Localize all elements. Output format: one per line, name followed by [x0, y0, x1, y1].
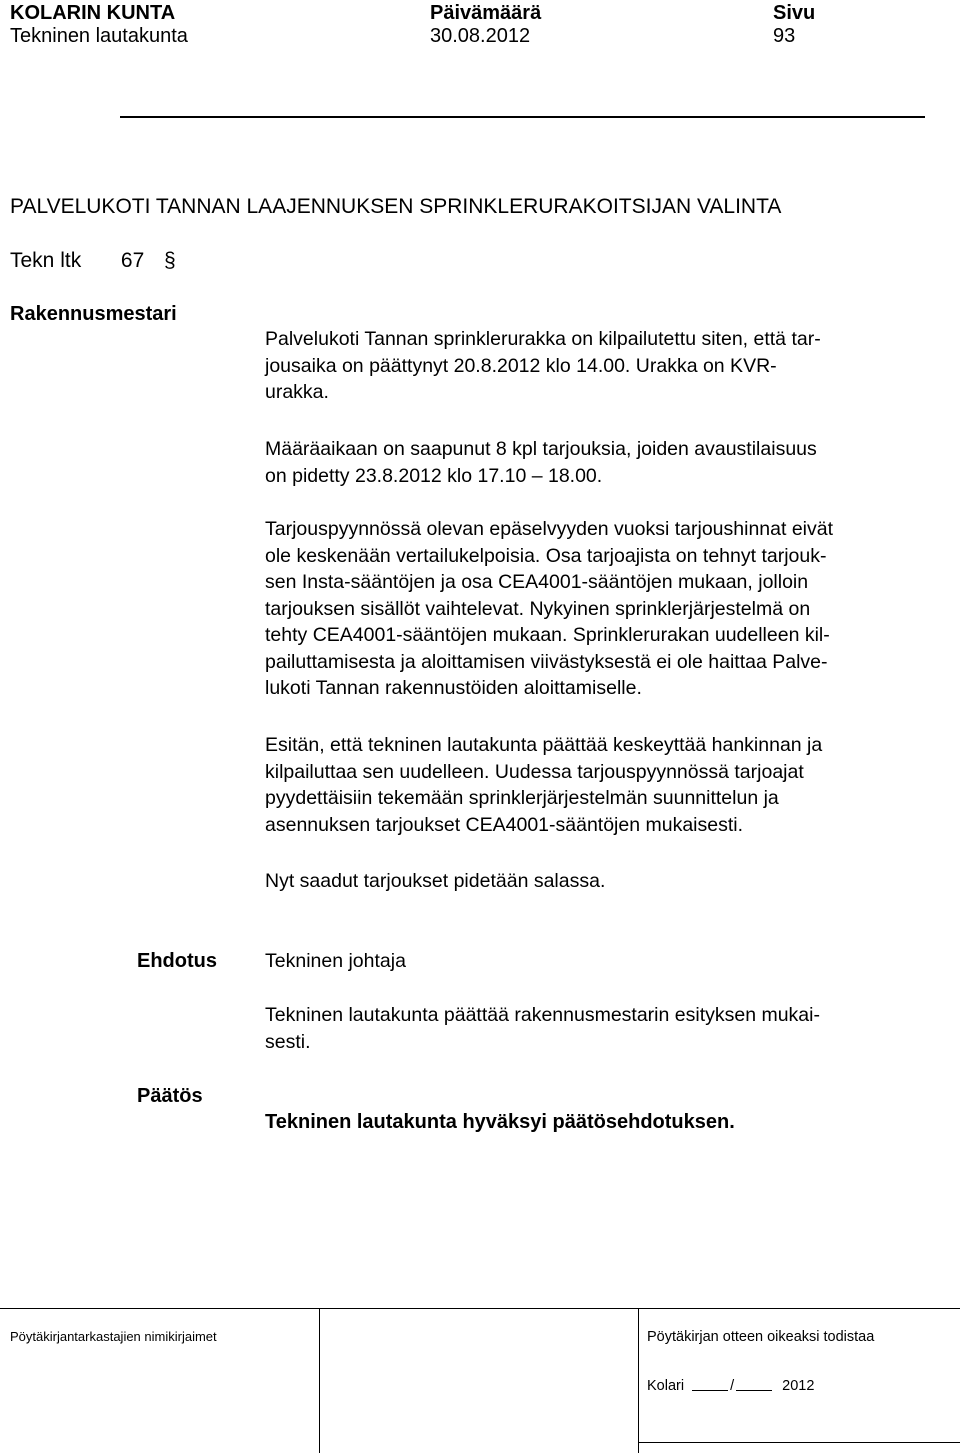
text-line: tehty CEA4001-sääntöjen mukaan. Sprinklerurakan uudelleen kil-: [265, 624, 830, 646]
page-number: 93: [773, 25, 796, 47]
text-line: asennuksen tarjoukset CEA4001-sääntöjen mukaisesti.: [265, 813, 744, 836]
board-name: Tekninen lautakunta: [10, 25, 188, 47]
decision-label: Päätös: [137, 1085, 203, 1107]
text-line: ole keskenään vertailukelpoisia. Osa tarjoajista on tehnyt tarjouk-: [265, 544, 827, 567]
text-line: on pidetty 23.8.2012 klo 17.10 – 18.00.: [265, 464, 603, 487]
footer-year: 2012: [782, 1378, 815, 1394]
text-line: Tarjouspyynnössä olevan epäselvyyden vuoksi tarjoushinnat eivät: [265, 518, 834, 540]
decision-text: Tekninen lautakunta hyväksyi päätösehdotuksen.: [265, 1111, 735, 1133]
presenter-label: Rakennusmestari: [10, 303, 177, 325]
text-line: jousaika on päättynyt 20.8.2012 klo 14.00. Urakka on KVR-: [265, 354, 777, 377]
section-number: 67: [120, 249, 145, 272]
section-ref-label: Tekn ltk: [10, 249, 82, 272]
text-line: Määräaikaan on saapunut 8 kpl tarjouksia, joiden avaustilaisuus: [265, 438, 817, 460]
text-line: lukoti Tannan rakennustöiden aloittamiselle.: [265, 677, 642, 699]
meeting-date: 30.08.2012: [430, 25, 531, 47]
text-line: Esitän, että tekninen lautakunta päättää keskeyttää hankinnan ja: [265, 734, 823, 756]
header-rule: [120, 116, 925, 118]
footer-slash: /: [730, 1378, 735, 1394]
text-line: Palvelukoti Tannan sprinklerurakka on kilpailutettu siten, että tar-: [265, 328, 821, 350]
paragraph-4: [265, 732, 945, 838]
page-title: PALVELUKOTI TANNAN LAAJENNUKSEN SPRINKLERURAKOITSIJAN VALINTA: [10, 195, 782, 218]
proposal-text: [265, 1002, 945, 1055]
paragraph-3: [265, 516, 945, 702]
page-label: Sivu: [773, 2, 816, 24]
text-line: pailuttamisesta ja aloittamisen viivästyksestä ei ole haittaa Palve-: [265, 650, 828, 673]
section-ref: [10, 249, 176, 273]
proposal-label: Ehdotus: [137, 950, 217, 972]
footer-bottom-line: [638, 1442, 960, 1443]
paragraph-1: [265, 326, 945, 406]
footer-place: Kolari: [647, 1378, 685, 1394]
proposal-author: Tekninen johtaja: [265, 950, 406, 972]
footer-top-line: [0, 1308, 960, 1309]
text-line: Tekninen lautakunta päättää rakennusmestarin esityksen mukai-: [265, 1004, 820, 1026]
footer-checkers-label: Pöytäkirjantarkastajien nimikirjaimet: [10, 1329, 217, 1344]
paragraph-2: [265, 436, 945, 489]
footer-certified-label: Pöytäkirjan otteen oikeaksi todistaa: [647, 1329, 875, 1345]
text-line: Nyt saadut tarjoukset pidetään salassa.: [265, 870, 606, 892]
organization-name: KOLARIN KUNTA: [10, 2, 176, 24]
text-line: sen Insta-sääntöjen ja osa CEA4001-sääntöjen mukaan, jolloin: [265, 571, 809, 593]
text-line: sesti.: [265, 1030, 311, 1053]
text-line: tarjouksen sisällöt vaihtelevat. Nykyinen sprinklerjärjestelmä on: [265, 597, 811, 620]
text-line: pyydettäisiin tekemään sprinklerjärjestelmän suunnittelun ja: [265, 787, 779, 809]
section-symbol: §: [163, 249, 176, 272]
date-label: Päivämäärä: [430, 2, 542, 24]
footer-divider-left: [319, 1308, 320, 1453]
footer-signature-line: [647, 1378, 814, 1394]
paragraph-5: [265, 868, 945, 895]
footer-divider-right: [638, 1308, 639, 1453]
text-line: urakka.: [265, 381, 329, 403]
text-line: kilpailuttaa sen uudelleen. Uudessa tarjouspyynnössä tarjoajat: [265, 760, 804, 783]
